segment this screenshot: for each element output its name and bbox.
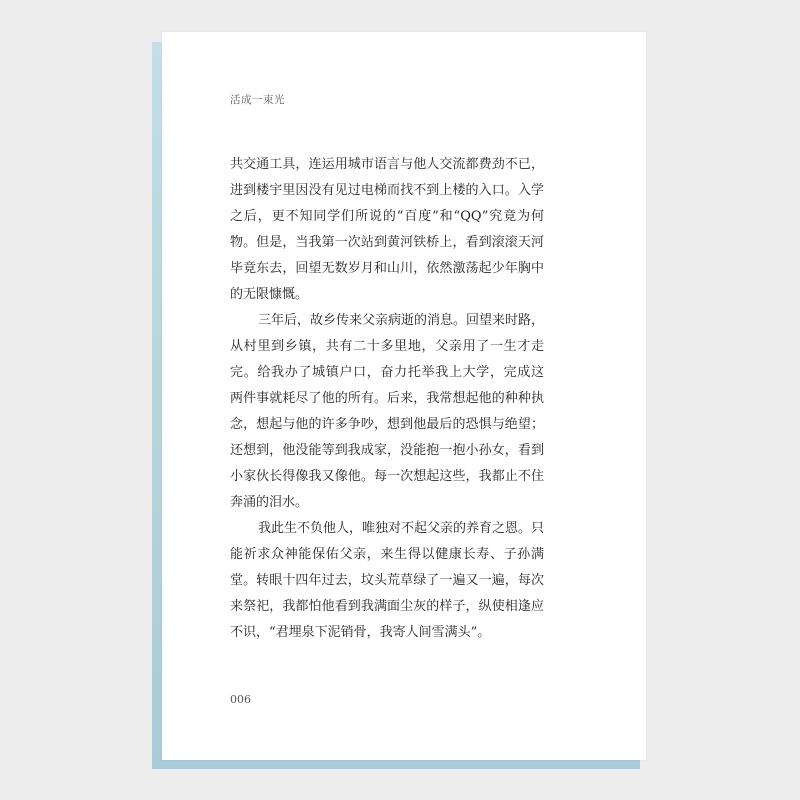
text-line: 共交通工具，连运用城市语言与他人交流都费劲不已， <box>230 157 544 172</box>
running-head-book-title: 活成一束光 <box>230 94 285 106</box>
page-number: 006 <box>230 693 251 706</box>
text-line: 来祭祀，我都怕他看到我满面尘灰的样子，纵使相逢应 <box>230 599 544 614</box>
text-line: 三年后，故乡传来父亲病逝的消息。回望来时路， <box>258 313 545 328</box>
text-line: 之后，更不知同学们所说的“百度”和“QQ”究竟为何 <box>230 209 544 224</box>
paragraph <box>230 152 544 308</box>
text-line: 奔涌的泪水。 <box>230 495 309 510</box>
text-line: 小家伙长得像我又像他。每一次想起这些，我都止不住 <box>230 469 544 484</box>
text-line: 两件事就耗尽了他的所有。后来，我常想起他的种种执 <box>230 391 544 406</box>
text-line: 不识，“君埋泉下泥销骨，我寄人间雪满头”。 <box>230 625 491 640</box>
text-line: 能祈求众神能保佑父亲，来生得以健康长寿、子孙满 <box>230 547 544 562</box>
text-line: 进到楼宇里因没有见过电梯而找不到上楼的入口。入学 <box>230 183 544 198</box>
body-text <box>230 152 544 646</box>
text-line: 从村里到乡镇，共有二十多里地，父亲用了一生才走 <box>230 339 544 354</box>
text-line: 念，想起与他的许多争吵，想到他最后的恐惧与绝望； <box>230 417 544 432</box>
text-line: 毕竟东去，回望无数岁月和山川，依然激荡起少年胸中 <box>230 261 544 276</box>
text-line: 我此生不负他人，唯独对不起父亲的养育之恩。只 <box>258 521 545 536</box>
paragraph <box>230 516 544 646</box>
text-line: 的无限慷慨。 <box>230 287 309 302</box>
text-line: 完。给我办了城镇户口，奋力托举我上大学，完成这 <box>230 365 544 380</box>
text-line: 还想到，他没能等到我成家，没能抱一抱小孙女，看到 <box>230 443 544 458</box>
book-page <box>162 32 646 760</box>
text-line: 堂。转眼十四年过去，坟头荒草绿了一遍又一遍，每次 <box>230 573 544 588</box>
text-line: 物。但是，当我第一次站到黄河铁桥上，看到滚滚天河 <box>230 235 544 250</box>
paragraph <box>230 308 544 516</box>
